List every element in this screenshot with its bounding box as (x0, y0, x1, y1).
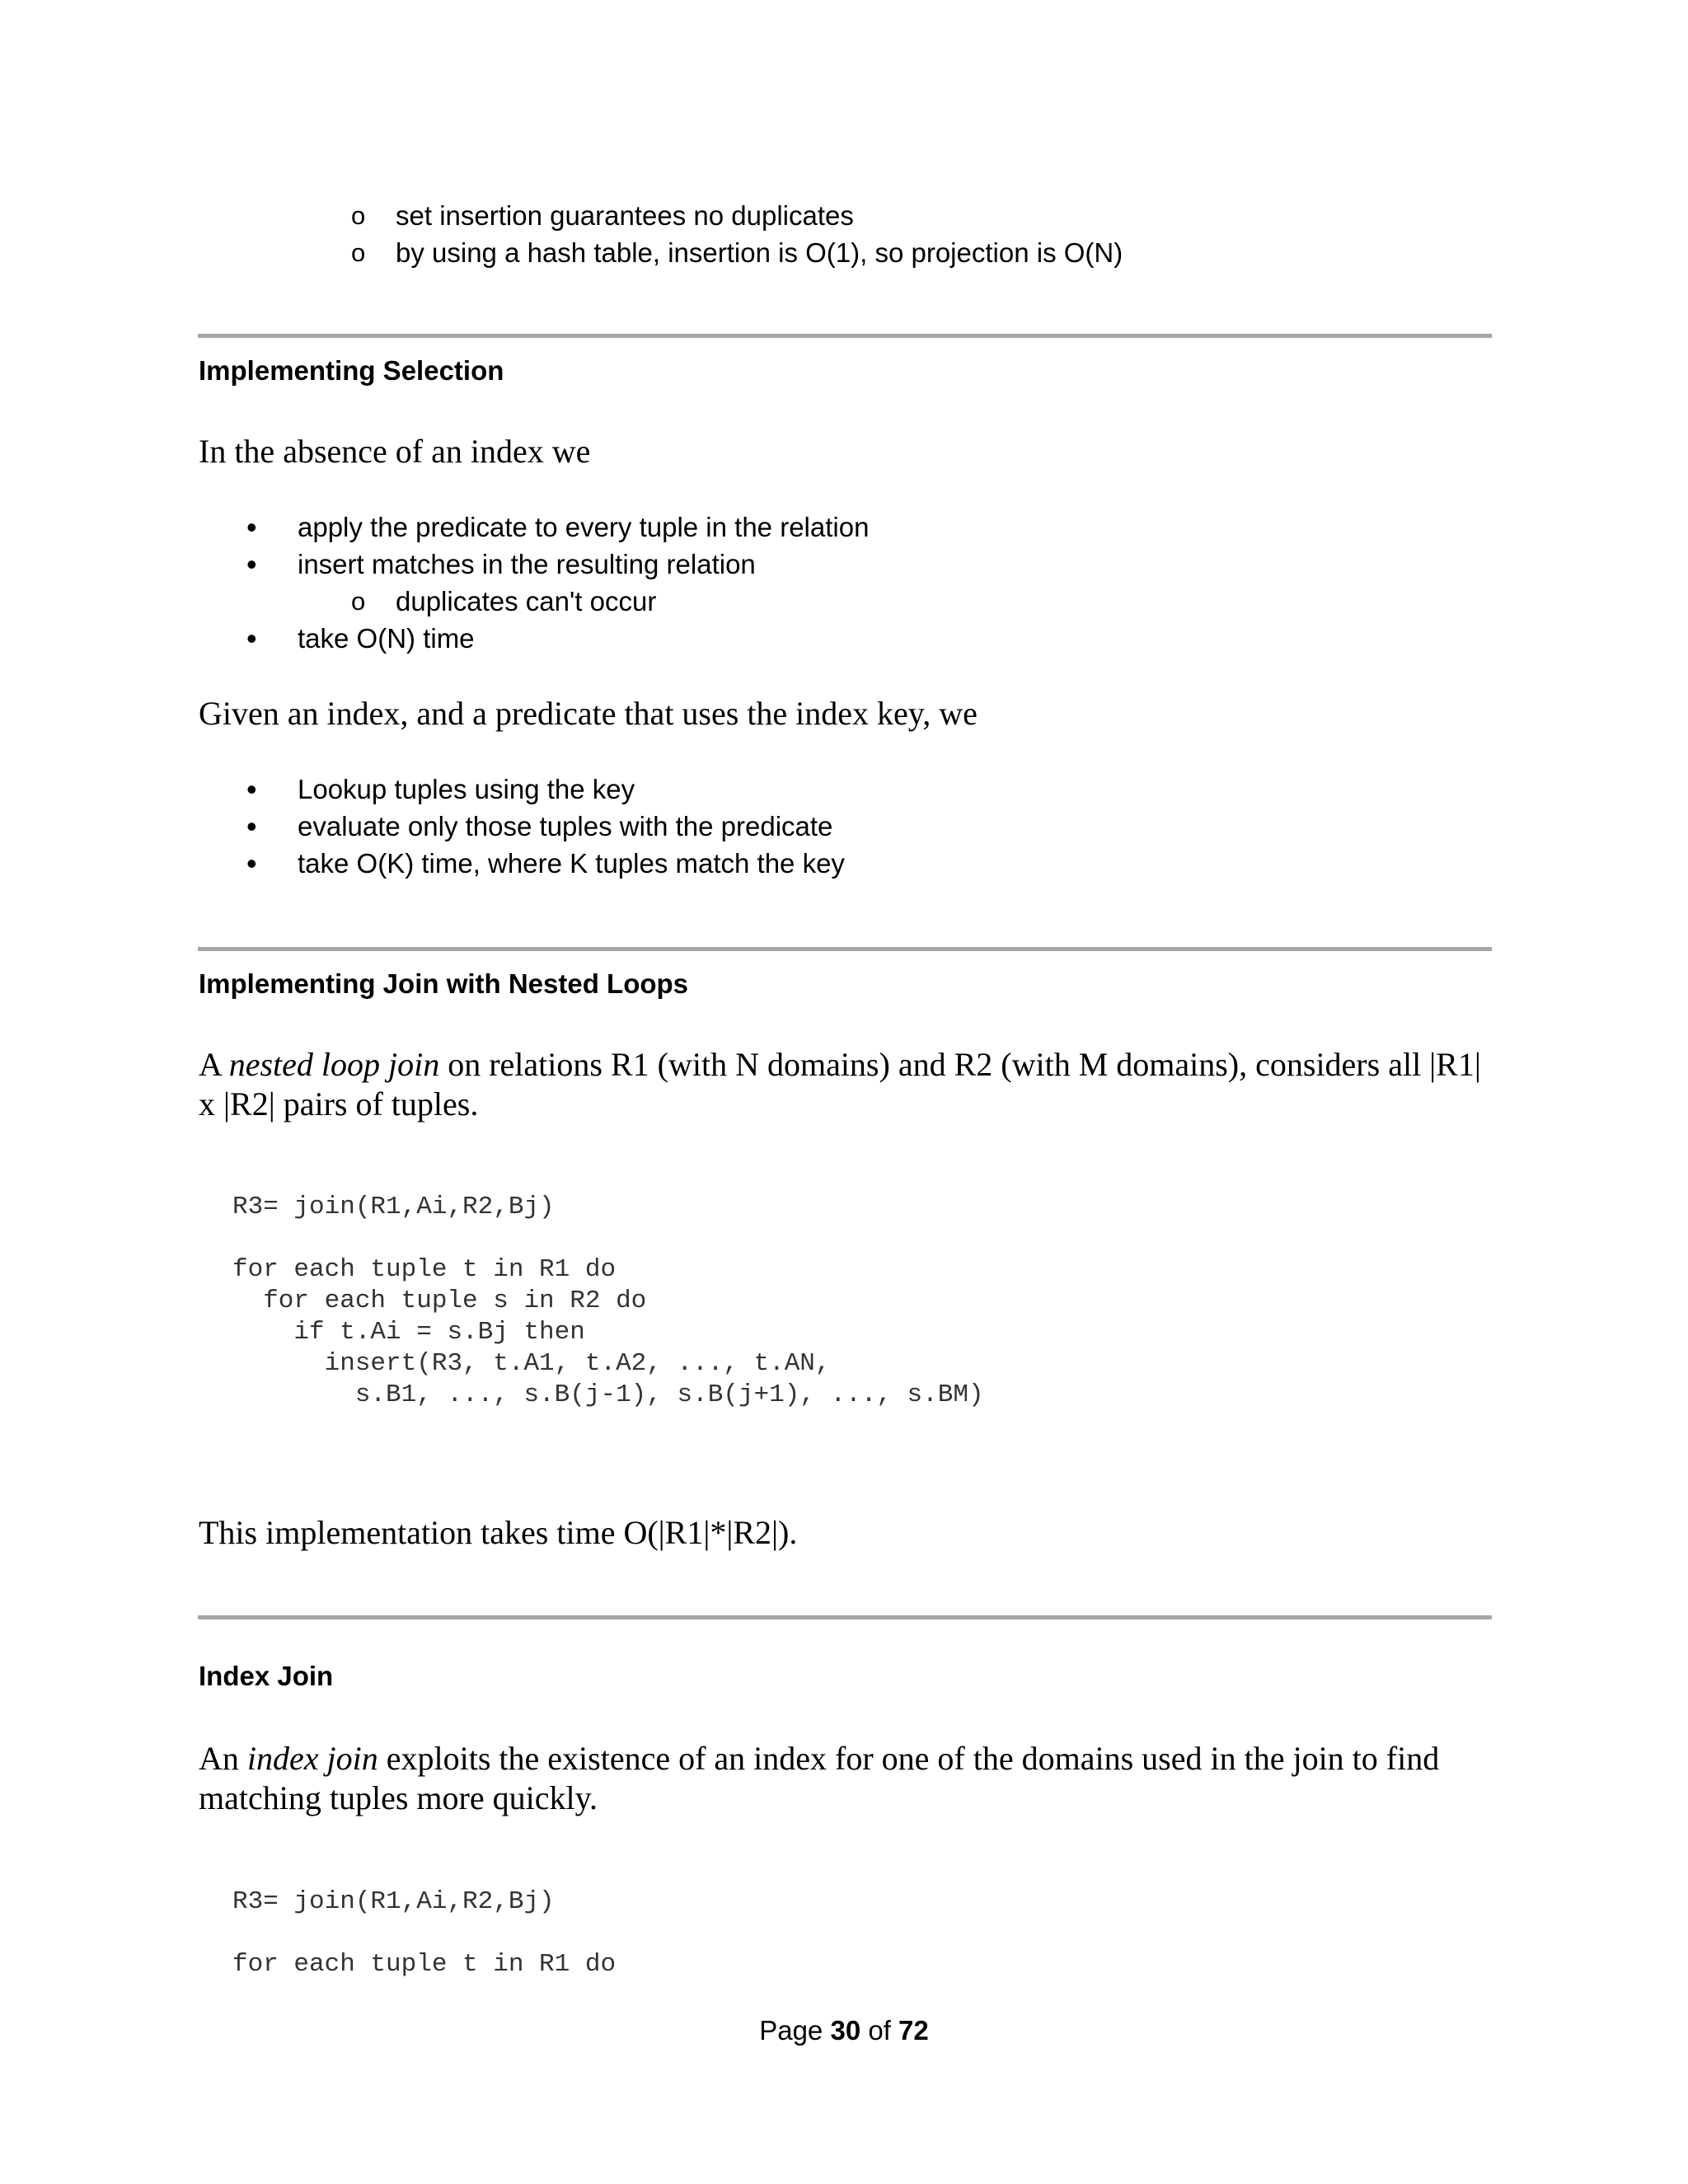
current-page-number: 30 (830, 2015, 861, 2046)
list-item-text: insert matches in the resulting relation (298, 549, 756, 579)
list-item-text: by using a hash table, insertion is O(1), so projection is O(N) (396, 237, 1123, 268)
list-item (246, 771, 635, 808)
circle-bullet-icon: o (351, 201, 366, 230)
list-item-text: set insertion guarantees no duplicates (396, 200, 854, 231)
bullet-icon: • (246, 510, 257, 544)
term-emphasis: nested loop join (228, 1046, 440, 1083)
list-item (246, 546, 756, 583)
section-divider (198, 1615, 1492, 1619)
list-item-text: evaluate only those tuples with the predicate (298, 811, 833, 841)
bullet-icon: • (246, 772, 257, 806)
section-heading-selection: Implementing Selection (199, 355, 504, 386)
intro-list-item (351, 235, 1123, 271)
bullet-icon: • (246, 621, 257, 655)
list-item-text: take O(N) time (298, 623, 475, 654)
text-span: An (199, 1740, 247, 1777)
text-span: A (199, 1046, 229, 1083)
circle-bullet-icon: o (351, 587, 366, 616)
list-item-text: apply the predicate to every tuple in the relation (298, 512, 870, 542)
footer-text: Page (759, 2015, 831, 2046)
footer-text: of (860, 2015, 899, 2046)
section-divider (198, 947, 1492, 951)
list-item (246, 808, 833, 845)
paragraph: In the absence of an index we (199, 433, 591, 470)
circle-bullet-icon: o (351, 238, 366, 267)
code-block: R3= join(R1,Ai,R2,Bj) for each tuple t in R1 do (232, 1887, 617, 1979)
text-span: exploits the existence of an index for one of the domains used in the join to find matching tuples more quickly. (199, 1740, 1440, 1816)
sub-list-item (351, 583, 657, 620)
section-heading-index-join: Index Join (199, 1661, 334, 1691)
bullet-icon: • (246, 846, 257, 880)
paragraph (199, 1045, 1501, 1124)
section-divider (198, 334, 1492, 338)
list-item-text: take O(K) time, where K tuples match the key (298, 848, 845, 879)
total-page-count: 72 (898, 2015, 929, 2046)
intro-list-item (351, 198, 854, 234)
paragraph (199, 1739, 1501, 1818)
paragraph: This implementation takes time O(|R1|*|R2|). (199, 1514, 798, 1551)
list-item (246, 509, 870, 546)
list-item-text: duplicates can't occur (396, 586, 657, 616)
section-heading-nested-loops: Implementing Join with Nested Loops (199, 968, 689, 999)
code-block: R3= join(R1,Ai,R2,Bj) for each tuple t in R1 do for each tuple s in R2 do if t.Ai = s.Bj then insert(R3, t.A1, t.A2, ..., t.AN, s.B1, ..., s.B(j-1), s.B(j+1), ..., s.BM) (232, 1193, 984, 1409)
text-span: on relations R1 (with N domains) and R2 (with M domains), considers all |R1| x |R2| pairs of tuples. (199, 1046, 1481, 1122)
list-item (246, 621, 475, 657)
bullet-icon: • (246, 547, 257, 581)
bullet-icon: • (246, 809, 257, 843)
list-item (246, 846, 845, 882)
paragraph: Given an index, and a predicate that uses the index key, we (199, 695, 978, 732)
term-emphasis: index join (246, 1740, 378, 1777)
page-footer (0, 2013, 1688, 2049)
list-item-text: Lookup tuples using the key (298, 774, 635, 804)
